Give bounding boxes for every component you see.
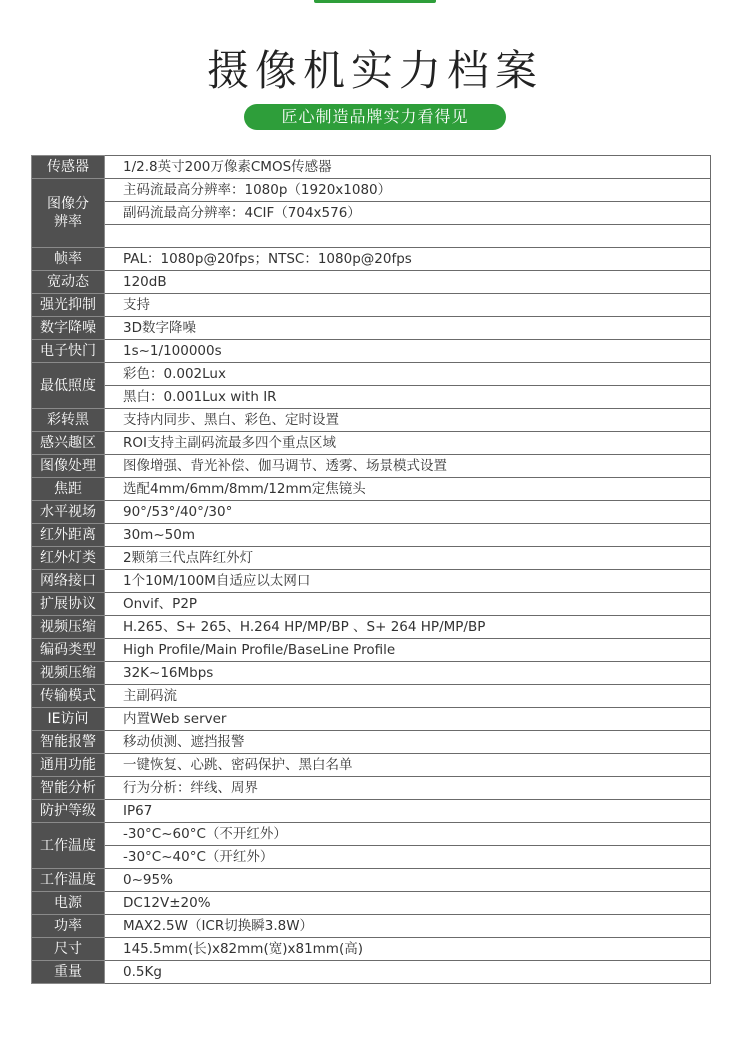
spec-label: 视频压缩 bbox=[32, 662, 105, 685]
table-row bbox=[32, 271, 711, 294]
table-row bbox=[32, 754, 711, 777]
spec-label: 帧率 bbox=[32, 248, 105, 271]
spec-value: 0~95% bbox=[105, 869, 711, 892]
spec-label: 智能分析 bbox=[32, 777, 105, 800]
table-row bbox=[32, 547, 711, 570]
table-row bbox=[32, 938, 711, 961]
spec-value: 2颗第三代点阵红外灯 bbox=[105, 547, 711, 570]
top-accent-bar bbox=[314, 0, 436, 3]
spec-label: 感兴趣区 bbox=[32, 432, 105, 455]
spec-value: -30°C~40°C（开红外） bbox=[105, 846, 711, 869]
spec-label: 彩转黑 bbox=[32, 409, 105, 432]
table-row bbox=[32, 340, 711, 363]
spec-table-body bbox=[32, 156, 711, 984]
spec-value: 3D数字降噪 bbox=[105, 317, 711, 340]
table-row bbox=[32, 639, 711, 662]
spec-value: 选配4mm/6mm/8mm/12mm定焦镜头 bbox=[105, 478, 711, 501]
spec-value: DC12V±20% bbox=[105, 892, 711, 915]
spec-value: 彩色：0.002Lux bbox=[105, 363, 711, 386]
spec-label: 强光抑制 bbox=[32, 294, 105, 317]
spec-value: H.265、S+ 265、H.264 HP/MP/BP 、S+ 264 HP/MP/BP bbox=[105, 616, 711, 639]
spec-value: 32K~16Mbps bbox=[105, 662, 711, 685]
spec-label bbox=[32, 179, 105, 248]
table-row bbox=[32, 524, 711, 547]
spec-value: 120dB bbox=[105, 271, 711, 294]
table-row bbox=[32, 616, 711, 639]
spec-value: 支持内同步、黑白、彩色、定时设置 bbox=[105, 409, 711, 432]
spec-label: 红外距离 bbox=[32, 524, 105, 547]
spec-label: 视频压缩 bbox=[32, 616, 105, 639]
spec-label: 功率 bbox=[32, 915, 105, 938]
spec-value: 支持 bbox=[105, 294, 711, 317]
subtitle-badge: 匠心制造品牌实力看得见 bbox=[244, 104, 506, 130]
spec-label: 数字降噪 bbox=[32, 317, 105, 340]
table-row bbox=[32, 800, 711, 823]
table-row bbox=[32, 708, 711, 731]
spec-value: 图像增强、背光补偿、伽马调节、透雾、场景模式设置 bbox=[105, 455, 711, 478]
spec-label: 传感器 bbox=[32, 156, 105, 179]
table-row bbox=[32, 961, 711, 984]
spec-label: 水平视场 bbox=[32, 501, 105, 524]
spec-label: 红外灯类 bbox=[32, 547, 105, 570]
spec-label: 网络接口 bbox=[32, 570, 105, 593]
spec-value: 一键恢复、心跳、密码保护、黑白名单 bbox=[105, 754, 711, 777]
table-row bbox=[32, 225, 711, 248]
spec-value: 主副码流 bbox=[105, 685, 711, 708]
table-row bbox=[32, 685, 711, 708]
table-row bbox=[32, 846, 711, 869]
spec-value: 1/2.8英寸200万像素CMOS传感器 bbox=[105, 156, 711, 179]
spec-value: 1s~1/100000s bbox=[105, 340, 711, 363]
table-row bbox=[32, 570, 711, 593]
spec-value: High Profile/Main Profile/BaseLine Profile bbox=[105, 639, 711, 662]
spec-label: 通用功能 bbox=[32, 754, 105, 777]
table-row bbox=[32, 455, 711, 478]
table-row bbox=[32, 823, 711, 846]
spec-label: 重量 bbox=[32, 961, 105, 984]
spec-value: IP67 bbox=[105, 800, 711, 823]
spec-label: 工作温度 bbox=[32, 869, 105, 892]
spec-label: 宽动态 bbox=[32, 271, 105, 294]
table-row bbox=[32, 363, 711, 386]
spec-value: 1个10M/100M自适应以太网口 bbox=[105, 570, 711, 593]
spec-value: 黑白：0.001Lux with IR bbox=[105, 386, 711, 409]
table-row bbox=[32, 777, 711, 800]
spec-label: IE访问 bbox=[32, 708, 105, 731]
table-row bbox=[32, 409, 711, 432]
table-row bbox=[32, 593, 711, 616]
table-row bbox=[32, 386, 711, 409]
table-row bbox=[32, 432, 711, 455]
table-row bbox=[32, 202, 711, 225]
table-row bbox=[32, 478, 711, 501]
spec-value: Onvif、P2P bbox=[105, 593, 711, 616]
spec-label: 最低照度 bbox=[32, 363, 105, 409]
table-row bbox=[32, 179, 711, 202]
table-row bbox=[32, 731, 711, 754]
table-row bbox=[32, 662, 711, 685]
spec-label: 传输模式 bbox=[32, 685, 105, 708]
table-row bbox=[32, 869, 711, 892]
spec-value: 副码流最高分辨率：4CIF（704x576） bbox=[105, 202, 711, 225]
spec-label: 防护等级 bbox=[32, 800, 105, 823]
spec-label: 焦距 bbox=[32, 478, 105, 501]
spec-value: 0.5Kg bbox=[105, 961, 711, 984]
page-title: 摄像机实力档案 bbox=[206, 46, 543, 95]
table-row bbox=[32, 317, 711, 340]
spec-value: 主码流最高分辨率：1080p（1920x1080） bbox=[105, 179, 711, 202]
table-row bbox=[32, 892, 711, 915]
spec-value: -30°C~60°C（不开红外） bbox=[105, 823, 711, 846]
spec-value: 移动侦测、遮挡报警 bbox=[105, 731, 711, 754]
spec-value bbox=[105, 225, 711, 248]
spec-label: 工作温度 bbox=[32, 823, 105, 869]
spec-label: 编码类型 bbox=[32, 639, 105, 662]
table-row bbox=[32, 248, 711, 271]
spec-value: 内置Web server bbox=[105, 708, 711, 731]
spec-value: 30m~50m bbox=[105, 524, 711, 547]
spec-value: 90°/53°/40°/30° bbox=[105, 501, 711, 524]
spec-value: 145.5mm(长)x82mm(宽)x81mm(高) bbox=[105, 938, 711, 961]
spec-label: 电子快门 bbox=[32, 340, 105, 363]
spec-label: 电源 bbox=[32, 892, 105, 915]
spec-label-line: 图像分 bbox=[47, 196, 89, 212]
table-row bbox=[32, 294, 711, 317]
spec-value: MAX2.5W（ICR切换瞬3.8W） bbox=[105, 915, 711, 938]
spec-label: 扩展协议 bbox=[32, 593, 105, 616]
spec-label: 尺寸 bbox=[32, 938, 105, 961]
spec-label-line: 辨率 bbox=[54, 214, 82, 230]
table-row bbox=[32, 156, 711, 179]
spec-label: 图像处理 bbox=[32, 455, 105, 478]
spec-value: PAL：1080p@20fps；NTSC：1080p@20fps bbox=[105, 248, 711, 271]
table-row bbox=[32, 501, 711, 524]
spec-value: ROI支持主副码流最多四个重点区域 bbox=[105, 432, 711, 455]
spec-value: 行为分析：绊线、周界 bbox=[105, 777, 711, 800]
table-row bbox=[32, 915, 711, 938]
spec-table bbox=[31, 155, 711, 984]
spec-label: 智能报警 bbox=[32, 731, 105, 754]
